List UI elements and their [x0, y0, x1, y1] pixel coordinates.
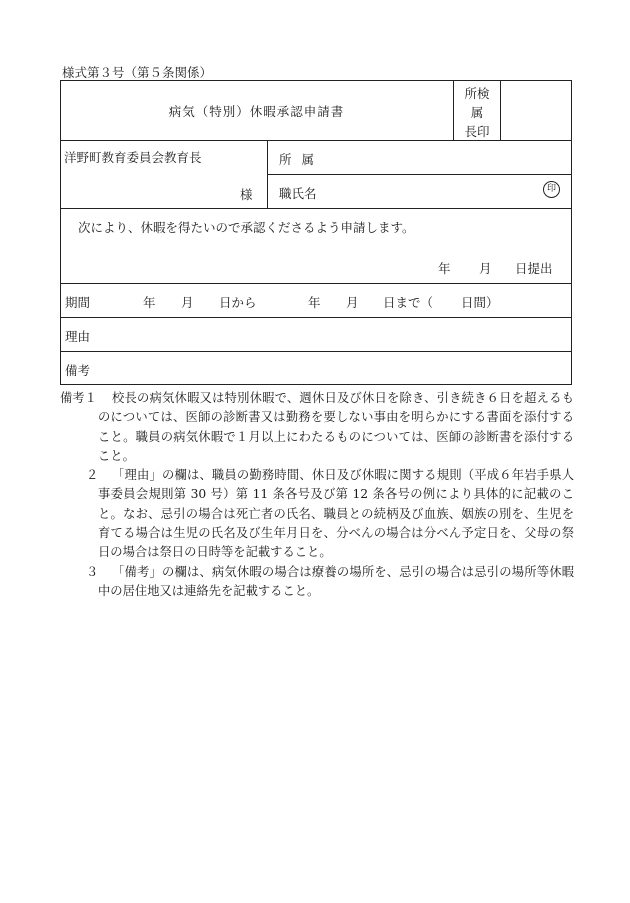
remarks-field[interactable]: [100, 355, 568, 381]
period-to-year: 年: [308, 295, 321, 310]
application-table: [60, 140, 572, 385]
department-row-divider: [267, 174, 572, 175]
period-to-day: 日まで（: [383, 295, 434, 310]
department-label: 所属: [279, 152, 325, 167]
reason-label: 理由: [65, 329, 91, 344]
header-row-divider: [60, 208, 572, 209]
period-row-divider: [60, 317, 572, 318]
honorific-sama: 様: [240, 187, 253, 202]
period-from-day: 日から: [219, 295, 257, 310]
period-to-month: 月: [346, 295, 359, 310]
form-number: 様式第３号（第５条関係）: [62, 65, 213, 80]
note-3: [60, 563, 574, 602]
period-days: 日間）: [461, 295, 499, 310]
seal-icon: 印: [543, 181, 560, 198]
stamp-label-line-2: 属: [470, 105, 484, 120]
stamp-box[interactable]: [500, 80, 572, 141]
reason-field[interactable]: [100, 321, 568, 347]
note-1-text: 校長の病気休暇又は特別休暇で、週休日及び休日を除き、引き続き６日を超えるものについては、医師の診断書又は勤務を要しない事由を明らかにする書面を添付すること。職員の病気休暇で１月以上にわたるものについては、医師の診断書を添付すること。: [98, 391, 574, 463]
submission-year-label: 年: [438, 261, 451, 276]
notes-section: [60, 389, 574, 601]
submission-day-label: 日提出: [515, 261, 553, 276]
request-row-divider: [60, 283, 572, 284]
note-1: [60, 389, 574, 466]
addressee: 洋野町教育委員会教育長: [64, 150, 202, 165]
note-2-text: 「理由」の欄は、職員の勤務時間、休日及び休暇に関する規則（平成６年岩手県人事委員会規則第 30 号）第 11 条各号及び第 12 条各号の例により具体的に記載のこと。なお、忌引の場合は死亡者の氏名、職員との続柄及び血族、姻族の別を、生児を育てる場合は生児の氏名及び生年月日を、分べんの場合は分べん予定日を、父母の祭日の場合は祭日の日時等を記載すること。: [98, 468, 574, 560]
note-3-text: 「備考」の欄は、病気休暇の場合は療養の場所を、忌引の場合は忌引の場所等休暇中の居住地又は連絡先を記載すること。: [98, 564, 574, 598]
period-from-year: 年: [143, 295, 156, 310]
remarks-label: 備考: [65, 363, 91, 378]
note-2-number: ２: [86, 468, 99, 483]
note-2: [60, 466, 574, 562]
department-field[interactable]: [330, 146, 566, 170]
form-title: 病気（特別）休暇承認申請書: [168, 104, 345, 119]
name-field[interactable]: [330, 180, 535, 204]
note-3-number: ３: [86, 564, 99, 579]
stamp-label-line-1: 所検: [464, 86, 490, 101]
period-from-month: 月: [181, 295, 194, 310]
request-text: 次により、休暇を得たいので承認くださるよう申請します。: [78, 220, 415, 235]
note-1-number: 備考１: [60, 391, 97, 405]
reason-row-divider: [60, 351, 572, 352]
name-label: 職氏名: [279, 186, 317, 201]
submission-month-label: 月: [479, 261, 492, 276]
stamp-label-line-3: 長印: [464, 124, 490, 139]
period-label: 期間: [65, 295, 91, 310]
